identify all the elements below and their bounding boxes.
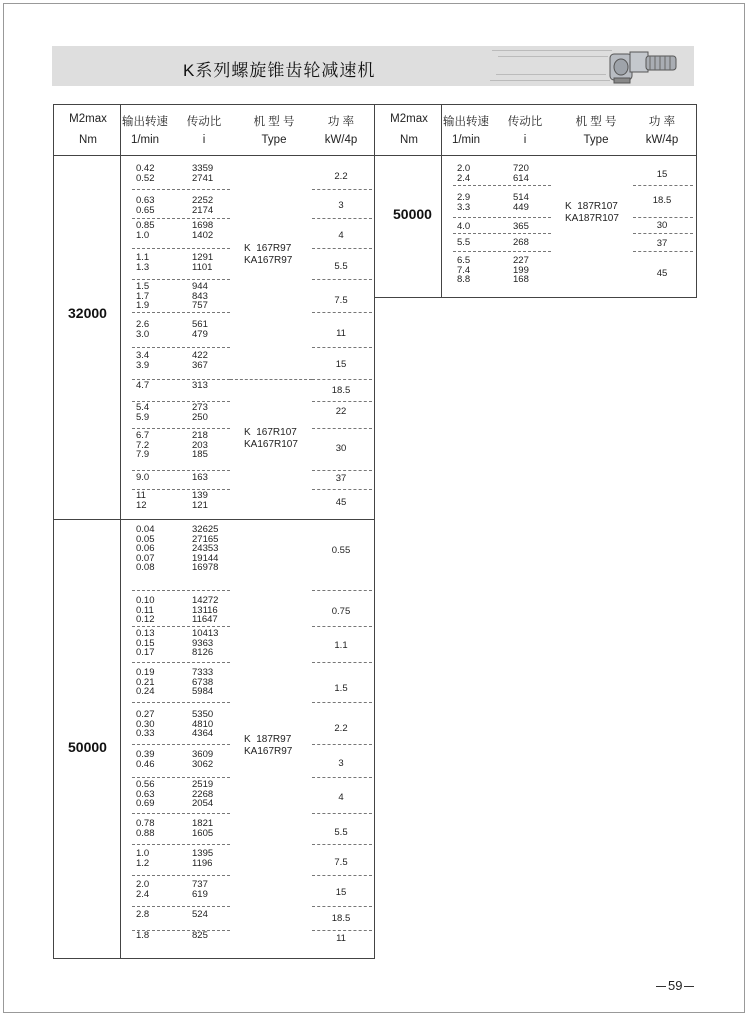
ratio-value: 422 367 (192, 350, 208, 371)
header-ratio-unit: i (202, 134, 206, 146)
row-divider (633, 251, 693, 252)
banner-stripe (496, 74, 606, 75)
power-value: 22 (335, 406, 347, 417)
speed-value: 0.27 0.30 0.33 (136, 709, 155, 739)
power-value: 2.2 (334, 171, 348, 182)
row-divider (312, 813, 372, 814)
page-number: 59 (656, 978, 694, 993)
header-ratio: 传动比 (507, 116, 543, 128)
ratio-value: 139 121 (192, 490, 208, 511)
ratio-value: 1698 1402 (192, 220, 214, 241)
type-group-divider (230, 379, 312, 380)
row-divider (132, 470, 230, 471)
power-value: 45 (656, 268, 668, 279)
row-divider (132, 489, 230, 490)
row-divider (132, 662, 230, 663)
power-value: 11 (336, 933, 346, 944)
row-divider (312, 626, 372, 627)
row-divider (132, 930, 230, 931)
row-divider (132, 906, 230, 907)
power-value: 4 (338, 230, 344, 241)
type-designation: K 167R97 KA167R97 (244, 243, 293, 266)
row-divider (312, 744, 372, 745)
ratio-value: 3359 2741 (192, 163, 214, 184)
type-designation: K 187R97 KA167R97 (244, 734, 293, 757)
row-divider (633, 233, 693, 234)
type-designation: K 167R107 KA167R107 (244, 427, 298, 450)
speed-value: 2.6 3.0 (136, 319, 150, 340)
row-divider (132, 844, 230, 845)
row-divider (312, 428, 372, 429)
speed-value: 6.7 7.2 7.9 (136, 430, 150, 460)
speed-value: 5.5 (457, 237, 471, 248)
right-rating-table (374, 104, 697, 298)
power-value: 1.1 (334, 640, 348, 651)
ratio-value: 218 203 185 (192, 430, 208, 460)
power-value: 37 (335, 473, 347, 484)
power-value: 2.2 (334, 723, 348, 734)
speed-value: 2.0 2.4 (136, 879, 150, 900)
header-divider (375, 155, 696, 156)
power-value: 37 (656, 238, 668, 249)
ratio-value: 10413 9363 8126 (192, 628, 219, 658)
power-value: 5.5 (334, 261, 348, 272)
speed-value: 1.5 1.7 1.9 (136, 281, 150, 311)
row-divider (633, 217, 693, 218)
header-speed: 输出转速 (122, 116, 168, 128)
header-torque: M2max (69, 113, 107, 125)
ratio-value: 313 (192, 380, 208, 391)
ratio-value: 14272 13116 11647 (192, 595, 219, 625)
ratio-value: 1395 1196 (192, 848, 214, 869)
speed-value: 0.56 0.63 0.69 (136, 779, 155, 809)
row-divider (453, 217, 551, 218)
power-value: 7.5 (334, 295, 348, 306)
power-value: 1.5 (334, 683, 348, 694)
speed-value: 11 12 (136, 490, 147, 511)
ratio-value: 7333 6738 5984 (192, 667, 214, 697)
speed-value: 3.4 3.9 (136, 350, 150, 371)
row-divider (312, 470, 372, 471)
row-divider (312, 489, 372, 490)
row-divider (453, 233, 551, 234)
header-torque-unit: Nm (400, 134, 418, 146)
row-divider (312, 875, 372, 876)
row-divider (132, 875, 230, 876)
ratio-value: 524 (192, 909, 208, 920)
row-divider (312, 662, 372, 663)
power-value: 15 (335, 359, 347, 370)
power-value: 18.5 (331, 913, 351, 924)
ratio-value: 737 619 (192, 879, 208, 900)
power-value: 0.75 (331, 606, 351, 617)
speed-value: 1.0 1.2 (136, 848, 150, 869)
row-divider (132, 312, 230, 313)
power-value: 4 (338, 792, 344, 803)
power-value: 7.5 (334, 857, 348, 868)
ratio-value: 163 (192, 472, 208, 483)
speed-value: 2.0 2.4 (457, 163, 471, 184)
row-divider (132, 744, 230, 745)
speed-value: 1.8 (136, 930, 150, 941)
ratio-value: 227 199 168 (513, 255, 529, 285)
row-divider (312, 379, 372, 380)
speed-value: 0.63 0.65 (136, 195, 155, 216)
row-divider (312, 777, 372, 778)
row-divider (312, 844, 372, 845)
ratio-value: 365 (513, 221, 529, 232)
torque-value: 50000 (393, 206, 432, 222)
ratio-value: 1291 1101 (192, 252, 214, 273)
torque-group-divider (54, 519, 374, 520)
row-divider (312, 590, 372, 591)
row-divider (453, 185, 551, 186)
ratio-value: 720 614 (513, 163, 529, 184)
row-divider (312, 312, 372, 313)
power-value: 3 (338, 758, 344, 769)
speed-value: 4.7 (136, 380, 150, 391)
page-title: K系列螺旋锥齿轮减速机 (183, 61, 376, 80)
row-divider (132, 189, 230, 190)
row-divider (312, 702, 372, 703)
speed-value: 2.9 3.3 (457, 192, 471, 213)
row-divider (132, 379, 230, 380)
banner-stripe (498, 56, 608, 57)
header-ratio-unit: i (523, 134, 527, 146)
column-divider (120, 105, 121, 958)
row-divider (132, 401, 230, 402)
row-divider (132, 626, 230, 627)
speed-value: 0.78 0.88 (136, 818, 155, 839)
speed-value: 5.4 5.9 (136, 402, 150, 423)
row-divider (633, 185, 693, 186)
row-divider (132, 590, 230, 591)
ratio-value: 825 (192, 930, 208, 941)
torque-value: 50000 (68, 739, 107, 755)
ratio-value: 2519 2268 2054 (192, 779, 214, 809)
row-divider (453, 251, 551, 252)
header-speed-unit: 1/min (130, 134, 160, 146)
header-torque: M2max (390, 113, 428, 125)
banner-stripe (490, 80, 610, 81)
row-divider (312, 218, 372, 219)
speed-value: 9.0 (136, 472, 150, 483)
row-divider (132, 777, 230, 778)
banner-stripe (492, 50, 612, 51)
speed-value: 2.8 (136, 909, 150, 920)
ratio-value: 273 250 (192, 402, 208, 423)
power-value: 15 (656, 169, 668, 180)
power-value: 30 (656, 220, 668, 231)
speed-value: 4.0 (457, 221, 471, 232)
header-power: 功 率 (648, 116, 676, 128)
power-value: 45 (335, 497, 347, 508)
power-value: 15 (335, 887, 347, 898)
row-divider (132, 702, 230, 703)
row-divider (132, 428, 230, 429)
speed-value: 0.85 1.0 (136, 220, 155, 241)
speed-value: 6.5 7.4 8.8 (457, 255, 471, 285)
row-divider (132, 218, 230, 219)
header-power-unit: kW/4p (324, 134, 358, 146)
power-value: 11 (336, 328, 346, 339)
row-divider (132, 248, 230, 249)
ratio-value: 5350 4810 4364 (192, 709, 214, 739)
type-designation: K 187R107 KA187R107 (565, 201, 619, 224)
header-torque-unit: Nm (79, 134, 97, 146)
ratio-value: 32625 27165 24353 19144 16978 (192, 524, 219, 573)
ratio-value: 268 (513, 237, 529, 248)
speed-value: 0.39 0.46 (136, 749, 155, 770)
header-divider (54, 155, 374, 156)
row-divider (132, 279, 230, 280)
torque-value: 32000 (68, 305, 107, 321)
row-divider (312, 248, 372, 249)
power-value: 18.5 (331, 385, 351, 396)
gear-reducer-icon (600, 44, 684, 88)
column-divider (441, 105, 442, 297)
row-divider (132, 347, 230, 348)
row-divider (312, 347, 372, 348)
ratio-value: 2252 2174 (192, 195, 214, 216)
row-divider (312, 906, 372, 907)
ratio-value: 561 479 (192, 319, 208, 340)
header-type: 机 型 号 (575, 116, 617, 128)
row-divider (312, 279, 372, 280)
row-divider (312, 930, 372, 931)
header-type-unit: Type (583, 134, 609, 146)
header-type-unit: Type (261, 134, 287, 146)
header-type: 机 型 号 (253, 116, 295, 128)
speed-value: 0.04 0.05 0.06 0.07 0.08 (136, 524, 155, 573)
speed-value: 0.13 0.15 0.17 (136, 628, 155, 658)
header-speed-unit: 1/min (451, 134, 481, 146)
row-divider (132, 813, 230, 814)
header-speed: 输出转速 (443, 116, 489, 128)
ratio-value: 514 449 (513, 192, 529, 213)
speed-value: 0.10 0.11 0.12 (136, 595, 155, 625)
header-ratio: 传动比 (186, 116, 222, 128)
header-power: 功 率 (327, 116, 355, 128)
row-divider (312, 401, 372, 402)
ratio-value: 1821 1605 (192, 818, 214, 839)
ratio-value: 944 843 757 (192, 281, 208, 311)
speed-value: 0.19 0.21 0.24 (136, 667, 155, 697)
power-value: 18.5 (652, 195, 672, 206)
power-value: 5.5 (334, 827, 348, 838)
ratio-value: 3609 3062 (192, 749, 214, 770)
power-value: 0.55 (331, 545, 351, 556)
header-power-unit: kW/4p (645, 134, 679, 146)
speed-value: 0.42 0.52 (136, 163, 155, 184)
speed-value: 1.1 1.3 (136, 252, 150, 273)
row-divider (312, 189, 372, 190)
power-value: 30 (335, 443, 347, 454)
power-value: 3 (338, 200, 344, 211)
left-rating-table (53, 104, 375, 959)
